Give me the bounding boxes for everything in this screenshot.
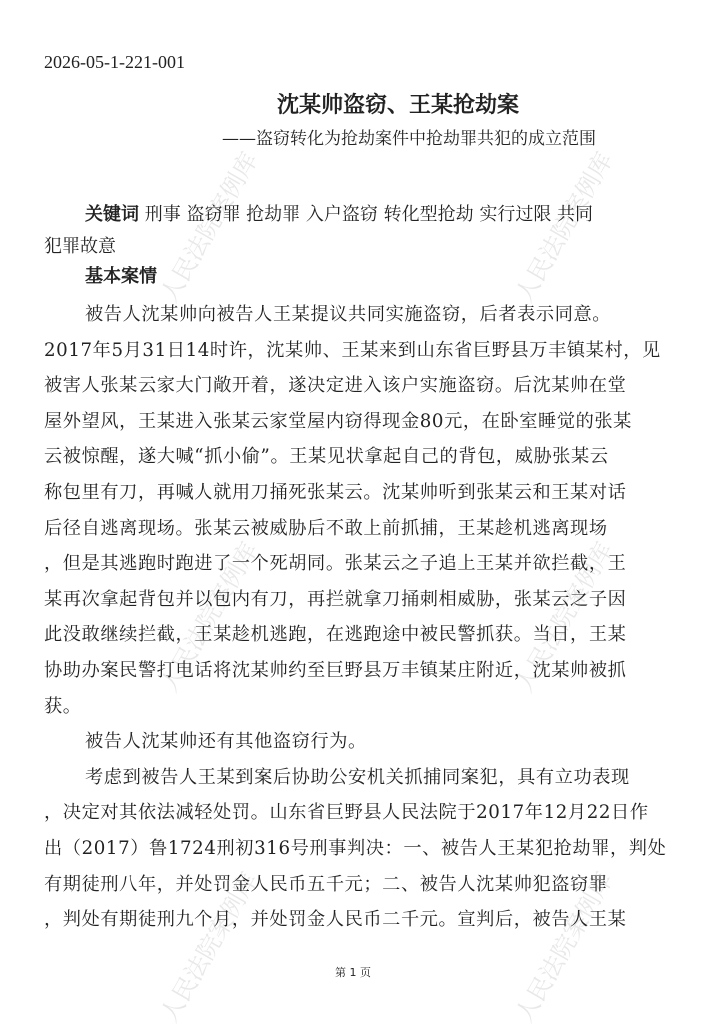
body-line: 被告人沈某帅向被告人王某提议共同实施盗窃，后者表示同意。: [85, 304, 612, 325]
body-line: ，但是其逃跑时跑进了一个死胡同。张某云之子追上王某并欲拦截，王: [44, 553, 627, 575]
body-line: 协助办案民警打电话将沈某帅约至巨野县万丰镇某庄附近，沈某帅被抓: [44, 659, 627, 681]
body-line: 云被惊醒，遂大喊“抓小偷”。王某见状拿起自己的背包，威胁张某云: [44, 446, 609, 468]
document-id: 2026-05-1-221-001: [44, 52, 185, 72]
body-line: 称包里有刀，再喊人就用刀捅死张某云。沈某帅听到张某云和王某对话: [44, 481, 627, 503]
page-number: 第 1 页: [335, 966, 371, 979]
body-line: 某再次拿起背包并以包内有刀，再拦就拿刀捅刺相威胁，张某云之子因: [44, 588, 627, 610]
body-line: 后径自逃离现场。张某云被威胁后不敢上前抓捕，王某趁机逃离现场: [44, 517, 608, 539]
watermark: 人民法院案例库: [510, 867, 619, 1027]
keywords-continuation: 犯罪故意: [44, 236, 116, 257]
body-line: ，决定对其依法减轻处罚。山东省巨野县人民法院于2017年12月22日作: [44, 802, 649, 824]
body-line: 此没敢继续拦截，王某趁机逃跑，在逃跑途中被民警抓获。当日，王某: [44, 624, 627, 646]
watermark: 人民法院案例库: [155, 867, 264, 1027]
watermark: 人民法院案例库: [510, 147, 619, 307]
keywords-line: [85, 200, 593, 226]
keywords-text: 刑事 盗窃罪 抢劫罪 入户盗窃 转化型抢劫 实行过限 共同: [144, 204, 594, 225]
watermark: 人民法院案例库: [155, 537, 264, 697]
watermark: 人民法院案例库: [510, 537, 619, 697]
case-title: 沈某帅盗窃、王某抢劫案: [276, 92, 519, 118]
body-line: 被告人沈某帅还有其他盗窃行为。: [85, 731, 367, 753]
body-line: 获。: [44, 695, 82, 717]
body-line: 被害人张某云家大门敞开着，遂决定进入该户实施盗窃。后沈某帅在堂: [44, 375, 627, 397]
body-line: 屋外望风，王某进入张某云家堂屋内窃得现金80元，在卧室睡觉的张某: [44, 410, 632, 432]
case-body: [44, 302, 669, 943]
body-line: 出（2017）鲁1724刑初316号刑事判决：一、被告人王某犯抢劫罪，判处: [44, 837, 667, 859]
section-heading: 基本案情: [85, 266, 157, 287]
keywords-label: 关键词: [85, 204, 139, 225]
body-line: 有期徒刑八年，并处罚金人民币五千元；二、被告人沈某帅犯盗窃罪: [44, 873, 608, 895]
body-line: 考虑到被告人王某到案后协助公安机关抓捕同案犯，具有立功表现: [85, 766, 630, 788]
body-line: 2017年5月31日14时许，沈某帅、王某来到山东省巨野县万丰镇某村，见: [44, 339, 661, 361]
case-subtitle: ——盗窃转化为抢劫案件中抢劫罪共犯的成立范围: [222, 129, 596, 149]
watermark: 人民法院案例库: [155, 147, 264, 307]
body-line: ，判处有期徒刑九个月，并处罚金人民币二千元。宣判后，被告人王某: [44, 909, 627, 931]
